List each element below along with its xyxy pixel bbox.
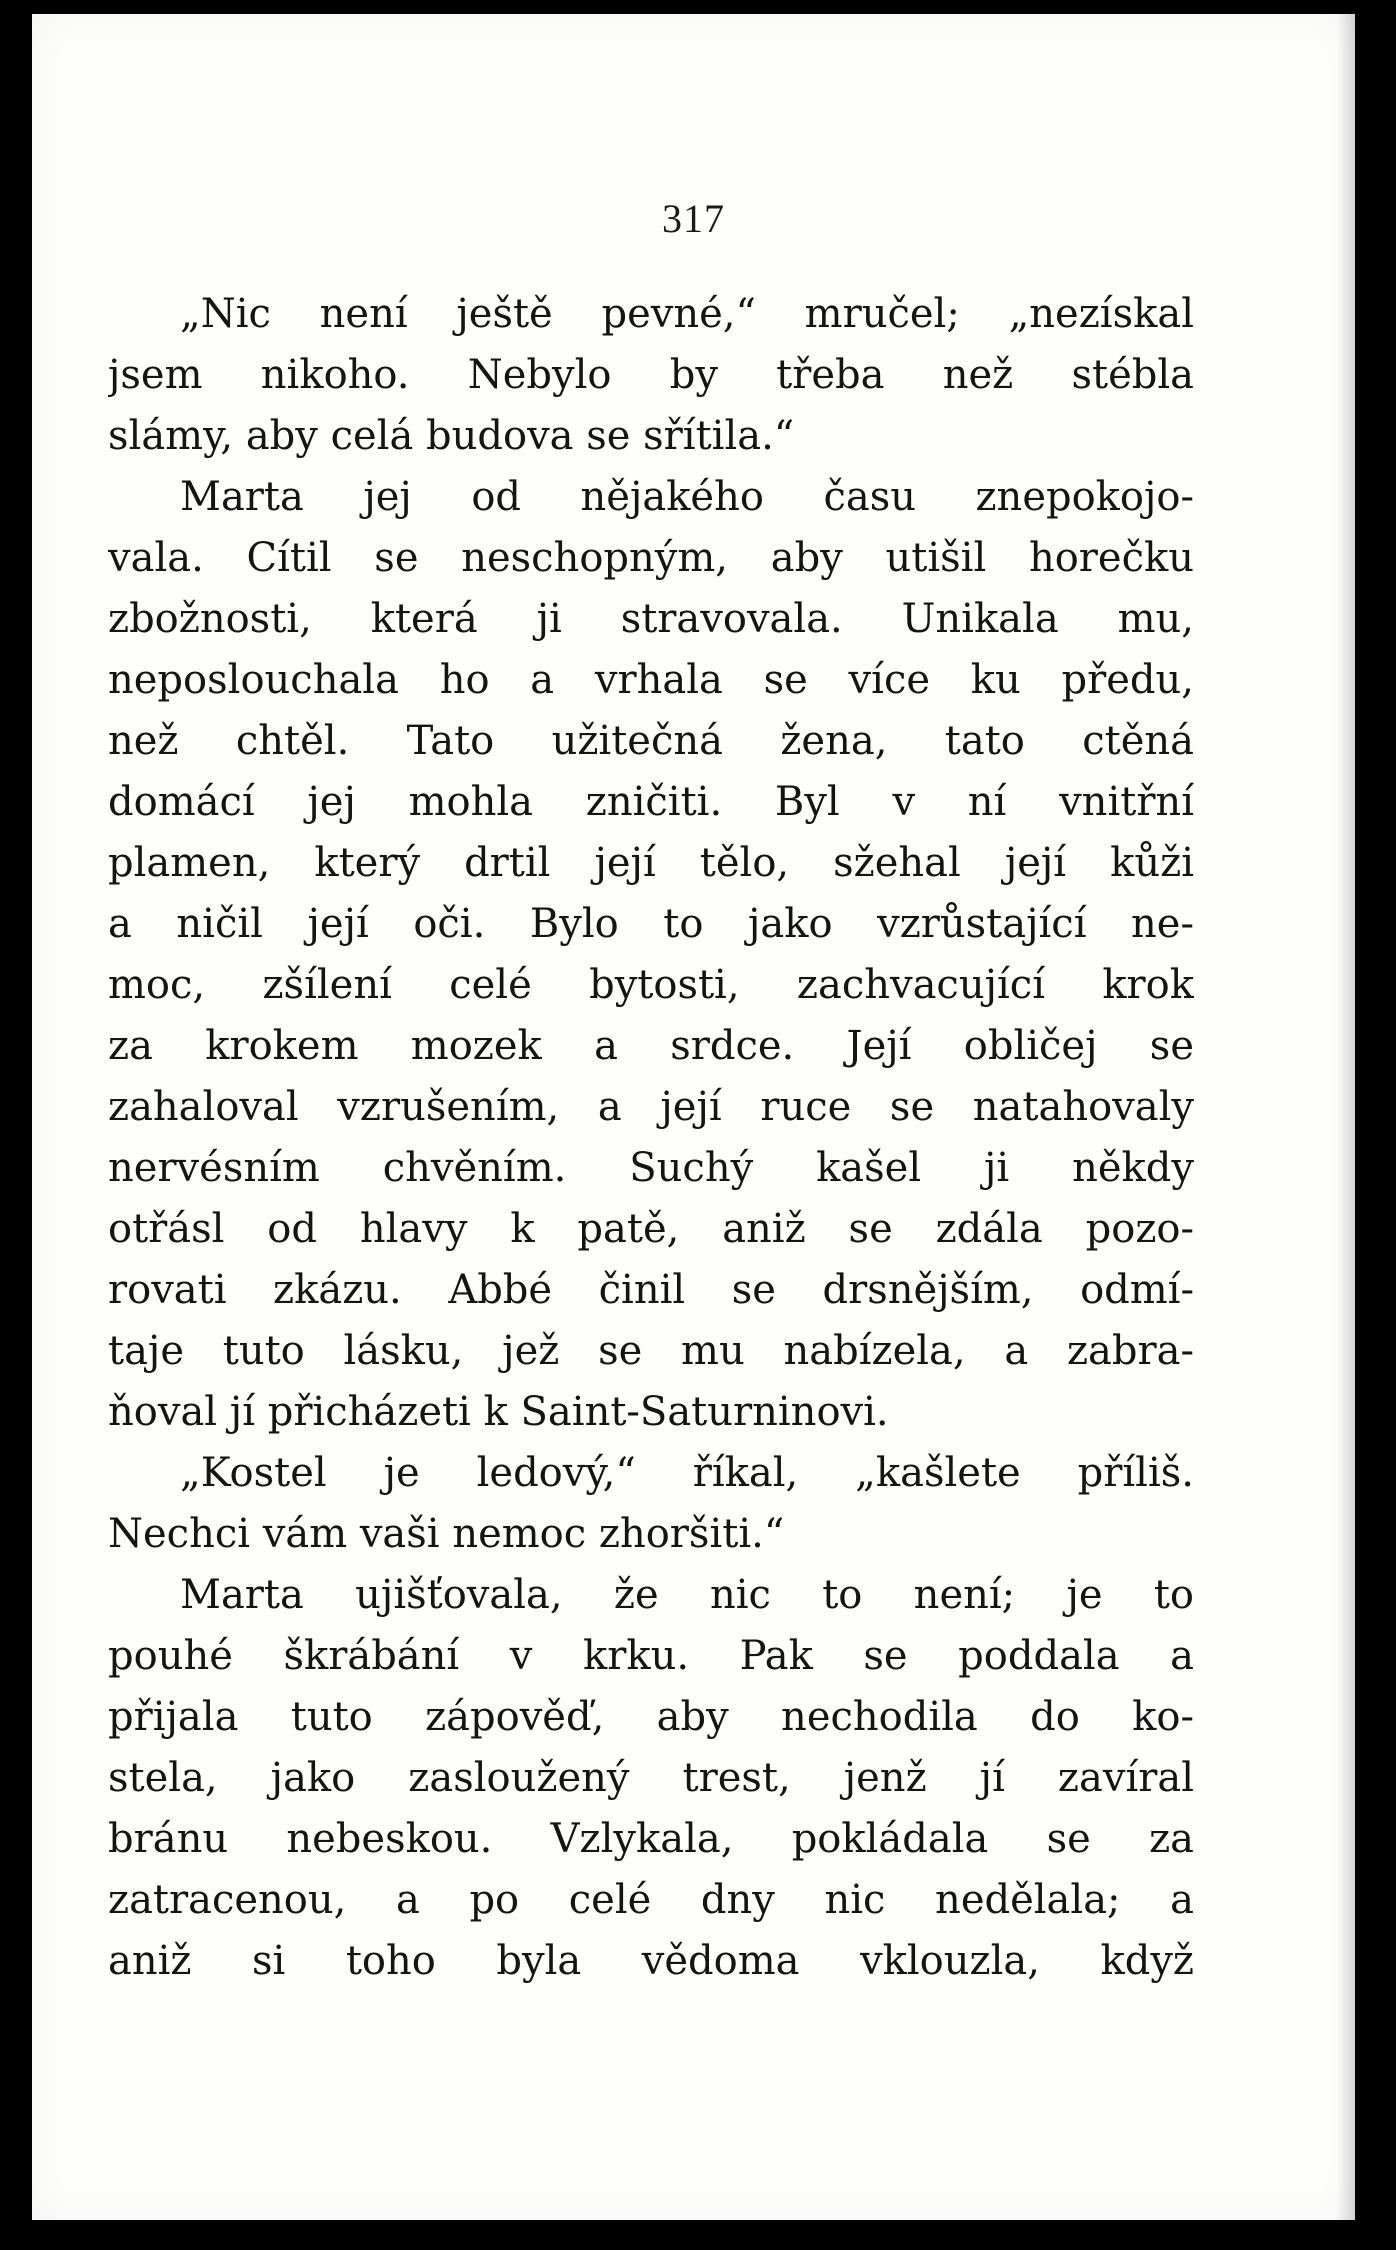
- text-line: a ničil její oči. Bylo to jako vzrůstající ne-: [108, 901, 1194, 947]
- text-line: než chtěl. Tato užitečná žena, tato ctěná: [108, 718, 1194, 764]
- text-line: slámy, aby celá budova se sřítila.“: [108, 413, 795, 459]
- text-line: bránu nebeskou. Vzlykala, pokládala se za: [108, 1816, 1194, 1862]
- text-line: přijala tuto zápověď, aby nechodila do ko-: [108, 1694, 1194, 1740]
- text-line: plamen, který drtil její tělo, sžehal její kůži: [108, 840, 1194, 886]
- text-line: ňoval jí přicházeti k Saint-Saturninovi.: [108, 1389, 889, 1435]
- text-line: Marta jej od nějakého času znepokojo-: [180, 474, 1194, 520]
- text-line: zatracenou, a po celé dny nic nedělala; a: [108, 1877, 1194, 1923]
- text-line: nervésním chvěním. Suchý kašel ji někdy: [108, 1145, 1194, 1191]
- text-line: domácí jej mohla zničiti. Byl v ní vnitřní: [108, 779, 1194, 825]
- text-line: stela, jako zasloužený trest, jenž jí zavíral: [108, 1755, 1194, 1801]
- scan-edge-shadow: [1337, 14, 1355, 2220]
- text-line: otřásl od hlavy k patě, aniž se zdála pozo-: [108, 1206, 1194, 1252]
- book-page: [32, 14, 1355, 2220]
- body-text: [108, 284, 1194, 1992]
- text-line: vala. Cítil se neschopným, aby utišil horečku: [108, 535, 1194, 581]
- text-line: pouhé škrábání v krku. Pak se poddala a: [108, 1633, 1194, 1679]
- text-line: za krokem mozek a srdce. Její obličej se: [108, 1023, 1194, 1069]
- text-line: Marta ujišťovala, že nic to není; je to: [180, 1572, 1194, 1618]
- text-line: „Nic není ještě pevné,“ mručel; „nezískal: [180, 291, 1194, 337]
- text-line: jsem nikoho. Nebylo by třeba než stébla: [108, 352, 1194, 398]
- text-line: „Kostel je ledový,“ říkal, „kašlete příliš.: [180, 1450, 1194, 1496]
- page-number: 317: [662, 196, 725, 241]
- text-line: zbožnosti, která ji stravovala. Unikala mu,: [108, 596, 1194, 642]
- text-line: rovati zkázu. Abbé činil se drsnějším, odmí-: [108, 1267, 1194, 1313]
- text-line: taje tuto lásku, jež se mu nabízela, a zabra-: [108, 1328, 1194, 1374]
- text-line: neposlouchala ho a vrhala se více ku předu,: [108, 657, 1194, 703]
- text-line: zahaloval vzrušením, a její ruce se natahovaly: [108, 1084, 1194, 1130]
- text-line: moc, zšílení celé bytosti, zachvacující krok: [108, 962, 1194, 1008]
- text-line: Nechci vám vaši nemoc zhoršiti.“: [108, 1511, 785, 1557]
- text-line: aniž si toho byla vědoma vklouzla, když: [108, 1938, 1194, 1984]
